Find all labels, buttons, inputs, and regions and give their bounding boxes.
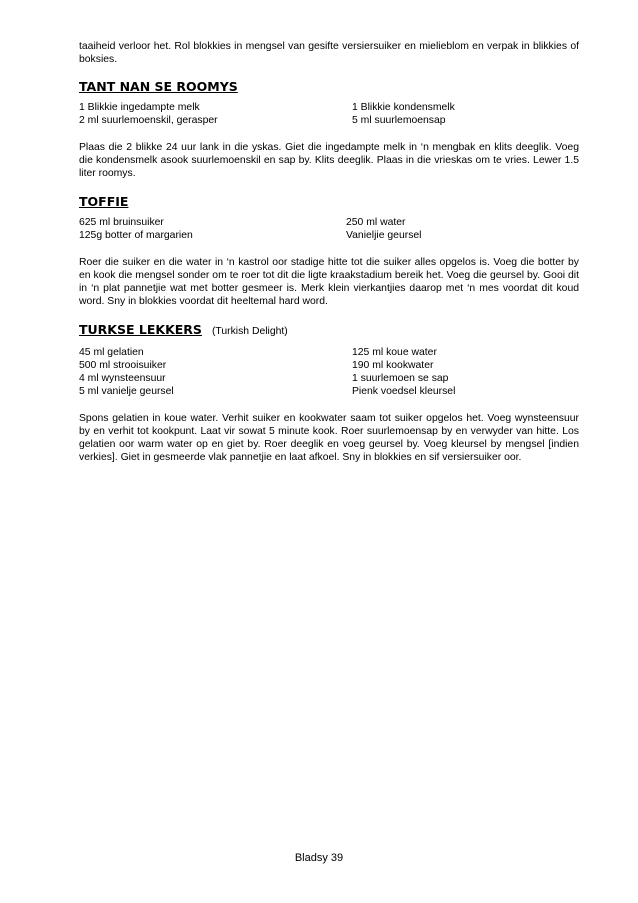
ingredient: 500 ml strooisuiker: [79, 360, 167, 371]
ingredient: Vanieljie geursel: [346, 230, 422, 241]
ingredient: 5 ml suurlemoensap: [352, 115, 446, 126]
ingredient: 1 Blikkie kondensmelk: [352, 102, 455, 113]
recipe-title: [79, 194, 579, 210]
recipe-subtitle: (Turkish Delight): [211, 326, 288, 337]
ingredients: [79, 346, 579, 398]
recipe-title-text: TOFFIE: [79, 194, 129, 209]
method-paragraph: Spons gelatien in koue water. Verhit suiker en kookwater saam tot suiker opgelos het. Voeg wynsteensuur by en verhit tot kookpunt. Laat vir sowat 5 minute kook. Roer suurlemoensap by en verwyder van hitte. Los gelatien oor warm water op en giet by. Roer deeglik en voeg geursel by. Voeg kleursel by mengsel [indien verkies]. Giet in gesmeerde vlak pannetjie en laat afkoel. Sny in blokkies en sif versiersuiker oor.: [79, 413, 579, 463]
ingredients: [79, 101, 579, 127]
ingredient: Pienk voedsel kleursel: [352, 386, 456, 397]
ingredient: 250 ml water: [346, 217, 406, 228]
ingredient: 125 ml koue water: [352, 347, 437, 358]
ingredient: 1 suurlemoen se sap: [352, 373, 449, 384]
ingredient: 2 ml suurlemoenskil, gerasper: [79, 115, 218, 126]
recipe-toffie: [79, 194, 579, 308]
ingredient: 1 Blikkie ingedampte melk: [79, 102, 200, 113]
ingredients-right: [352, 101, 455, 127]
ingredient: 625 ml bruinsuiker: [79, 217, 164, 228]
recipe-title: [79, 322, 579, 340]
ingredients-right: [352, 346, 455, 398]
ingredients-left: [79, 101, 352, 127]
ingredient: 5 ml vanielje geursel: [79, 386, 174, 397]
ingredients: [79, 216, 579, 242]
document-page: [79, 40, 579, 478]
ingredients-right: [346, 216, 421, 242]
recipe-title: [79, 79, 579, 95]
ingredient: 45 ml gelatien: [79, 347, 144, 358]
ingredients-left: [79, 346, 352, 398]
method-paragraph: Plaas die 2 blikke 24 uur lank in die yskas. Giet die ingedampte melk in ‘n mengbak en klits deeglik. Voeg die kondensmelk asook suurlemoenskil en sap by. Klits deeglik. Plaas in die vrieskas om te vries. Lewer 1.5 liter roomys.: [79, 142, 579, 179]
method-paragraph: Roer die suiker en die water in ‘n kastrol oor stadige hitte tot die suiker alles opgelos is. Voeg die botter by en kook die mengsel sonder om te roer tot dit die ligte kraakstadium bereik het. Voeg die geursel by. Gooi dit in ‘n plat pannetjie wat met botter gesmeer is. Merk klein vierkantjies daarop met ‘n mes voordat dit koud word. Sny in blokkies voordat dit heeltemal hard word.: [79, 257, 579, 307]
ingredient: 4 ml wynsteensuur: [79, 373, 166, 384]
recipe-roomys: [79, 79, 579, 180]
recipe-turkse-lekkers: [79, 322, 579, 464]
ingredient: 190 ml kookwater: [352, 360, 434, 371]
ingredients-left: [79, 216, 346, 242]
ingredient: 125g botter of margarien: [79, 230, 193, 241]
intro-paragraph: taaiheid verloor het. Rol blokkies in mengsel van gesifte versiersuiker en mielieblom en verpak in blikkies of boksies.: [79, 41, 579, 65]
page-number: Bladsy 39: [294, 852, 344, 864]
recipe-title-text: TANT NAN SE ROOMYS: [79, 79, 238, 94]
recipe-title-text: TURKSE LEKKERS: [79, 322, 202, 337]
